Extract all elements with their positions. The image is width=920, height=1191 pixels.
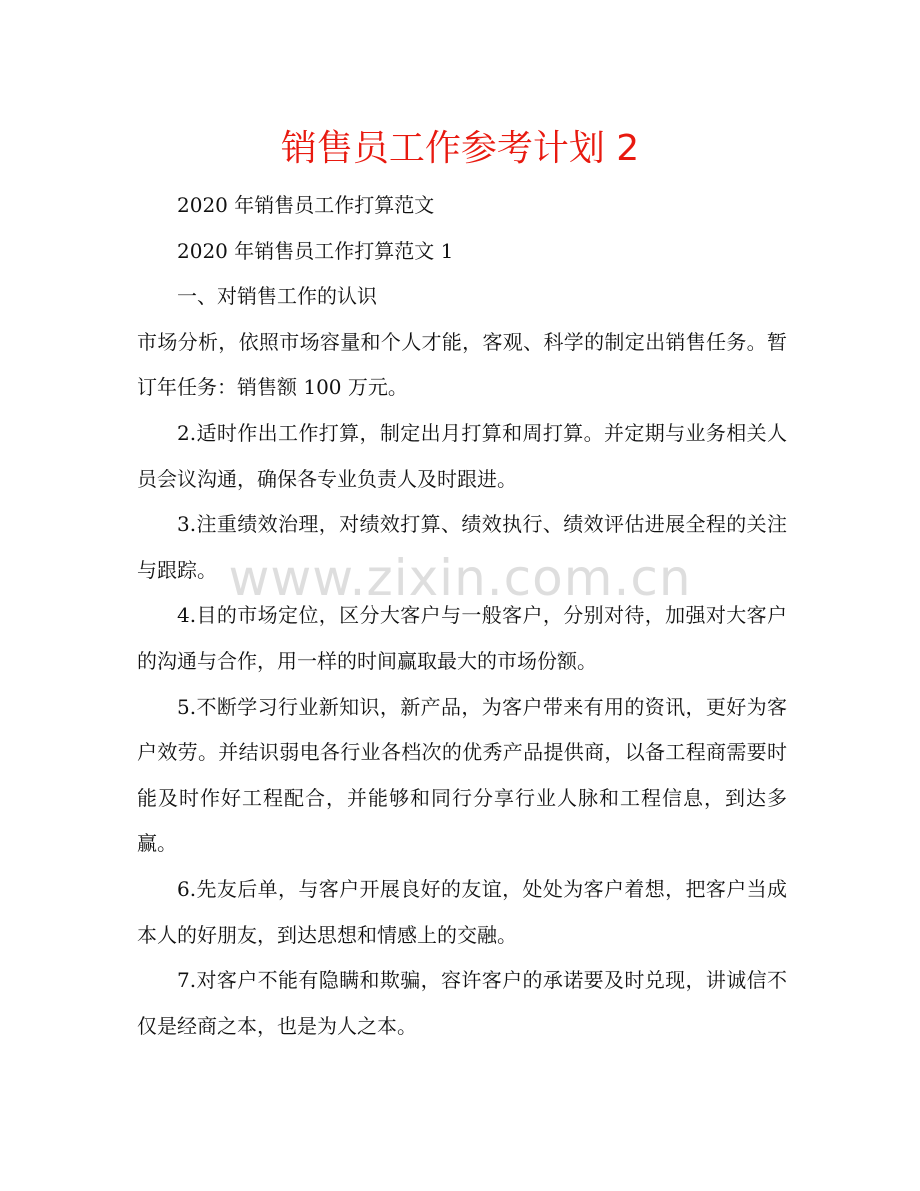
watermark-text: www.zixin.com.cn xyxy=(228,549,692,607)
paragraph-6: 3.注重绩效治理，对绩效打算、绩效执行、绩效评估进展全程的关注与跟踪。 xyxy=(137,512,787,582)
document-body xyxy=(137,183,787,1049)
paragraph-10: 7.对客户不能有隐瞒和欺骗，容许客户的承诺要及时兑现，讲诚信不仅是经商之本，也是为人之本。 xyxy=(137,968,787,1038)
paragraph-2: 2020 年销售员工作打算范文 1 xyxy=(177,238,454,263)
document-title: 销售员工作参考计划 2 xyxy=(280,128,640,169)
paragraph-4: 市场分析，依照市场容量和个人才能，客观、科学的制定出销售任务。暂订年任务：销售额 100 万元。 xyxy=(137,329,787,400)
paragraph-8: 5.不断学习行业新知识，新产品，为客户带来有用的资讯，更好为客户效劳。并结识弱电各行业各档次的优秀产品提供商，以备工程商需要时能及时作好工程配合，并能够和同行分享行业人脉和工程信息，到达多赢。 xyxy=(137,694,787,856)
paragraph-7: 4.目的市场定位，区分大客户与一般客户，分别对待，加强对大客户的沟通与合作，用一样的时间赢取最大的市场份额。 xyxy=(137,603,787,673)
paragraph-9: 6.先友后单，与客户开展良好的友谊，处处为客户着想，把客户当成本人的好朋友，到达思想和情感上的交融。 xyxy=(137,876,787,947)
paragraph-3: 一、对销售工作的认识 xyxy=(177,284,377,309)
paragraph-1: 2020 年销售员工作打算范文 xyxy=(177,193,435,217)
paragraph-5: 2.适时作出工作打算，制定出月打算和周打算。并定期与业务相关人员会议沟通，确保各专业负责人及时跟进。 xyxy=(137,420,787,491)
